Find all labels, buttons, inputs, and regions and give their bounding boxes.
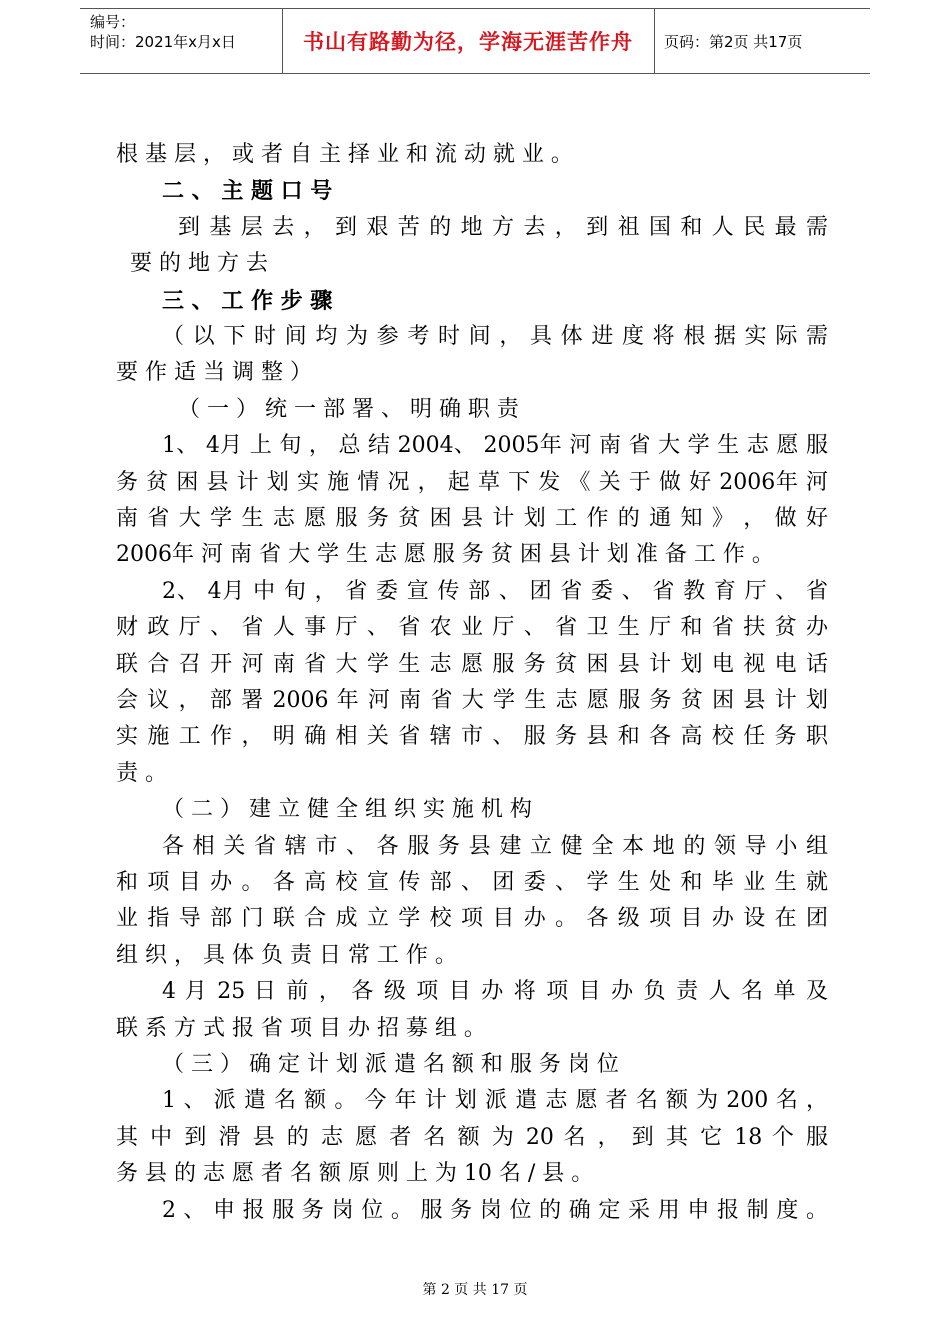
subsection-heading: （ 二 ） 建 立 健 全 组 织 实 施 机 构 xyxy=(162,797,532,822)
text-line: 财 政 厅 、 省 人 事 厅 、 省 农 业 厅 、 省 卫 生 厅 和 省 扶 贫 办 xyxy=(116,615,828,640)
text-line: 会 议 ， 部 署 2006 年 河 南 省 大 学 生 志 愿 服 务 贫 困 县 计 划 xyxy=(116,688,828,713)
text-line: （ 以 下 时 间 均 为 参 考 时 间 ， 具 体 进 度 将 根 据 实 际 需 xyxy=(162,324,828,349)
text-line: 务 贫 困 县 计 划 实 施 情 况 ， 起 草 下 发 《 关 于 做 好 2006年 河 xyxy=(116,470,828,495)
motto-text: 书山有路勤为径，学海无涯苦作舟 xyxy=(303,30,633,54)
text-line: 联 系 方 式 报 省 项 目 办 招 募 组 。 xyxy=(116,1016,486,1041)
text-line: 1 、 派 遣 名 额 。 今 年 计 划 派 遣 志 愿 者 名 额 为 200 名 ， xyxy=(162,1088,828,1113)
section-heading: 三 、 工 作 步 骤 xyxy=(162,288,333,314)
document-number-label: 编号： xyxy=(90,13,136,31)
text-line: 联 合 召 开 河 南 省 大 学 生 志 愿 服 务 贫 困 县 计 划 电 视 电 话 xyxy=(116,652,828,677)
text-line: 到 基 层 去 ， 到 艰 苦 的 地 方 去 ， 到 祖 国 和 人 民 最 需 xyxy=(178,215,828,240)
text-line: 要 作 适 当 调 整 ） xyxy=(116,360,312,385)
text-line: 2006年 河 南 省 大 学 生 志 愿 服 务 贫 困 县 计 划 准 备 工 作 。 xyxy=(116,542,774,567)
text-line: 根 基 层 ， 或 者 自 主 择 业 和 流 动 就 业 。 xyxy=(116,142,573,167)
text-line: 业 指 导 部 门 联 合 成 立 学 校 项 目 办 。 各 级 项 目 办 设 在 团 xyxy=(116,906,828,931)
text-line: 务 县 的 志 愿 者 名 额 原 则 上 为 10 名 / 县 。 xyxy=(116,1161,594,1186)
text-line: 2、 4月 中 旬 ， 省 委 宣 传 部 、 团 省 委 、 省 教 育 厅 、 省 xyxy=(162,579,828,604)
document-time-label: 时间：2021年x月x日 xyxy=(90,33,236,51)
text-line: 实 施 工 作 ， 明 确 相 关 省 辖 市 、 服 务 县 和 各 高 校 任 务 职 xyxy=(116,724,828,749)
text-line: 1、 4月 上 旬 ， 总 结 2004、 2005年 河 南 省 大 学 生 志 愿 服 xyxy=(162,433,828,458)
text-line: 4 月 25 日 前 ， 各 级 项 目 办 将 项 目 办 负 责 人 名 单 及 xyxy=(162,979,828,1004)
header-meta xyxy=(80,9,283,73)
page-footer: 第 2 页 共 17 页 xyxy=(422,1282,528,1298)
text-line: 和 项 目 办 。 各 高 校 宣 传 部 、 团 委 、 学 生 处 和 毕 业 生 就 xyxy=(116,870,828,895)
subsection-heading: （ 一 ） 统 一 部 署 、 明 确 职 责 xyxy=(178,397,519,422)
text-line: 组 织 ， 具 体 负 责 日 常 工 作 。 xyxy=(116,943,457,968)
text-line: 责 。 xyxy=(116,761,167,786)
text-line: 要 的 地 方 去 xyxy=(130,251,268,276)
header-motto xyxy=(282,9,655,73)
text-line: 各 相 关 省 辖 市 、 各 服 务 县 建 立 健 全 本 地 的 领 导 小 组 xyxy=(162,834,828,859)
text-line: 南 省 大 学 生 志 愿 服 务 贫 困 县 计 划 工 作 的 通 知 》 ， 做 好 xyxy=(116,506,828,531)
section-heading: 二 、 主 题 口 号 xyxy=(162,178,333,204)
header-page-info: 页码：第2页 共17页 xyxy=(664,32,803,51)
page-header xyxy=(80,8,870,74)
text-line: 其 中 到 滑 县 的 志 愿 者 名 额 为 20 名 ， 到 其 它 18 个 服 xyxy=(116,1125,828,1150)
text-line: 2 、 申 报 服 务 岗 位 。 服 务 岗 位 的 确 定 采 用 申 报 制 度 。 xyxy=(162,1198,828,1223)
subsection-heading: （ 三 ） 确 定 计 划 派 遣 名 额 和 服 务 岗 位 xyxy=(162,1052,619,1077)
